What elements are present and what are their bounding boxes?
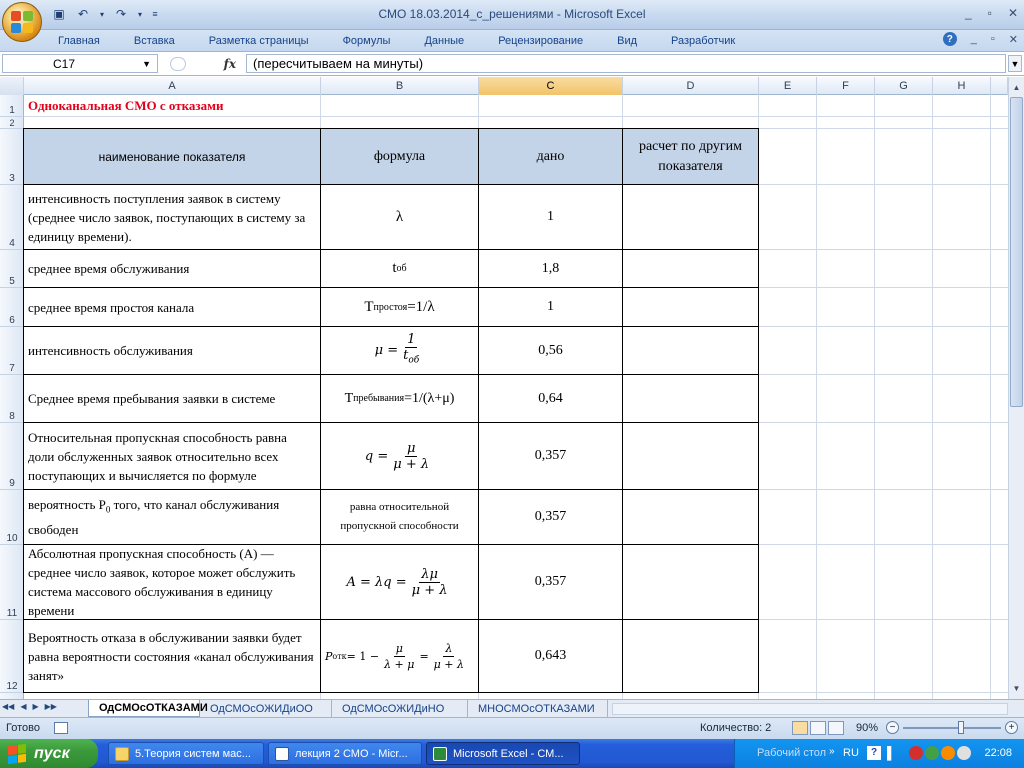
empty-rows-lines — [759, 95, 1008, 699]
clock[interactable]: 22:08 — [984, 747, 1012, 759]
tab-page-layout[interactable]: Разметка страницы — [208, 34, 309, 47]
fraction-denominator: λ + μ — [384, 657, 415, 671]
column-header[interactable]: D — [623, 77, 759, 95]
cell-a10[interactable] — [23, 489, 321, 545]
cell-d11[interactable] — [622, 544, 759, 620]
taskbar-item-word[interactable] — [268, 742, 422, 765]
cell-c4[interactable]: 1 — [478, 184, 623, 250]
macro-record-icon[interactable] — [54, 722, 68, 734]
fraction-numerator: μ — [395, 641, 403, 655]
sheet-tab[interactable]: ОдСМОсОЖИДиНО — [332, 700, 468, 717]
tab-view[interactable]: Вид — [617, 34, 638, 47]
vertical-scrollbar[interactable] — [1008, 77, 1024, 699]
cell-b4[interactable]: λ — [320, 184, 479, 250]
chevron-icon[interactable]: » — [829, 746, 835, 757]
next-sheet-icon[interactable]: ▶ — [32, 702, 39, 711]
excel-icon — [433, 747, 447, 761]
cell-b6[interactable] — [320, 287, 479, 327]
expand-formula-bar-icon[interactable]: ▼ — [1008, 55, 1022, 72]
restore-button[interactable]: ▫ — [987, 6, 992, 20]
row-header[interactable]: 2 — [0, 117, 24, 129]
formula-sub: простоя — [373, 301, 408, 313]
formula-bar-grip-icon — [170, 57, 186, 71]
fraction-numerator: λ — [445, 641, 453, 655]
sheet-tab[interactable]: МНОСМОсОТКАЗАМИ — [468, 700, 608, 717]
volume-icon[interactable] — [957, 746, 971, 760]
column-header[interactable]: H — [933, 77, 991, 95]
horizontal-scrollbar[interactable] — [612, 703, 1008, 715]
cell-b8[interactable] — [320, 374, 479, 423]
header-cell-indicator[interactable]: наименование показателя — [23, 128, 321, 185]
formula-mid: = 1 − — [346, 649, 380, 663]
cell-c11[interactable]: 0,357 — [478, 544, 623, 620]
help-icon[interactable]: ? — [943, 32, 957, 46]
desktop-toolbar[interactable]: Рабочий стол — [757, 747, 827, 759]
system-tray — [734, 739, 1024, 768]
header-cell-other-calc[interactable]: расчет по другим показателя — [622, 128, 759, 185]
task-label: лекция 2 СМО - Micr... — [295, 747, 408, 760]
cell[interactable] — [321, 95, 479, 117]
formula-t: t — [392, 260, 397, 276]
formula-sub: отк — [332, 651, 347, 661]
cell-d10[interactable] — [622, 489, 759, 545]
cell-d5[interactable] — [622, 249, 759, 288]
name-box-value: C17 — [53, 56, 76, 71]
cell-c6[interactable]: 1 — [478, 287, 623, 327]
last-sheet-icon[interactable]: ▶▶ — [44, 702, 57, 711]
fraction-numerator: λμ — [421, 566, 438, 582]
row-header[interactable]: 5 — [0, 250, 24, 288]
zoom-in-icon[interactable]: + — [1005, 721, 1018, 734]
language-indicator[interactable]: RU — [843, 747, 859, 759]
formula-T: T — [344, 390, 354, 406]
column-header[interactable]: A — [24, 77, 321, 95]
formula-lhs: μ = — [374, 343, 399, 358]
cell-a6[interactable]: среднее время простоя канала — [23, 287, 321, 327]
zoom-slider[interactable] — [886, 721, 1018, 734]
taskbar-item-folder[interactable] — [108, 742, 264, 765]
cell-d12[interactable] — [622, 619, 759, 693]
cell-a9[interactable]: Относительная пропускная способность равна доли обслуженных заявок относительно всех поступающих и вычисляется по формуле — [23, 422, 321, 490]
cell-a4[interactable]: интенсивность поступления заявок в систему (среднее число заявок, поступающих в систему за единицу времени). — [23, 184, 321, 250]
header-cell-given[interactable]: дано — [478, 128, 623, 185]
start-button[interactable] — [0, 739, 98, 768]
name-box[interactable] — [2, 54, 158, 73]
row-header[interactable]: 10 — [0, 490, 24, 545]
fraction-denominator: μ + λ — [411, 582, 448, 598]
fraction-denominator: μ + λ — [433, 657, 464, 671]
fraction-numerator: μ — [406, 440, 416, 456]
window-title: СМО 18.03.2014_с_решениями - Microsoft Excel — [378, 7, 646, 21]
windows-logo-icon — [8, 743, 26, 764]
sheet-tab[interactable]: ОдСМОсОЖИДиОО — [200, 700, 332, 717]
zoom-track[interactable] — [903, 727, 1001, 729]
page-break-view-icon[interactable] — [828, 721, 844, 735]
column-header[interactable]: F — [817, 77, 875, 95]
row-header[interactable]: 1 — [0, 95, 24, 117]
row-header[interactable]: 8 — [0, 375, 24, 423]
chevron-down-icon[interactable]: ▼ — [142, 58, 151, 69]
fraction-denominator: μ + λ — [393, 456, 430, 472]
doc-close-button[interactable]: ✕ — [1008, 33, 1018, 46]
start-label: пуск — [34, 744, 70, 762]
taskbar-item-excel[interactable] — [426, 742, 580, 765]
minimize-button[interactable]: _ — [964, 6, 972, 20]
tab-data[interactable]: Данные — [424, 34, 465, 47]
sheet-tabs-bar — [0, 699, 1024, 717]
cell-a10-text: вероятность $P_0$ того, что канал обслуживания свободен — [28, 497, 280, 537]
folder-icon — [115, 747, 129, 761]
cell-b7[interactable] — [320, 326, 479, 375]
tab-formulas[interactable]: Формулы — [342, 34, 391, 47]
tab-review[interactable]: Рецензирование — [498, 34, 584, 47]
redo-dropdown-icon[interactable]: ▾ — [137, 9, 142, 19]
zoom-knob[interactable] — [958, 721, 964, 734]
row-header[interactable]: 11 — [0, 545, 24, 620]
customize-toolbar-icon[interactable]: ≡ — [152, 9, 158, 19]
formula-input[interactable]: (пересчитываем на минуты) — [246, 54, 1006, 73]
fraction-numerator: 1 — [407, 332, 416, 348]
cell-b10[interactable]: равна относительной пропускной способности — [320, 489, 479, 545]
close-button[interactable]: ✕ — [1007, 6, 1018, 20]
cell-a11[interactable]: Абсолютная пропускная способность (A) — среднее число заявок, которое может обслужить система массового обслуживания в единицу времени — [23, 544, 321, 620]
task-label: Microsoft Excel - СМ... — [453, 747, 564, 760]
cell-b9[interactable] — [320, 422, 479, 490]
cell-a5[interactable]: среднее время обслуживания — [23, 249, 321, 288]
cell-a1[interactable] — [24, 95, 321, 117]
cell-c5[interactable]: 1,8 — [478, 249, 623, 288]
security-icon[interactable] — [909, 746, 923, 760]
row-header[interactable]: 12 — [0, 620, 24, 693]
column-header[interactable]: B — [321, 77, 479, 95]
formula-lhs: q = — [364, 448, 389, 464]
normal-view-icon[interactable] — [792, 721, 808, 735]
formula-sub: об — [396, 263, 407, 274]
task-label: 5.Теория систем мас... — [135, 747, 251, 760]
formula-fraction — [391, 441, 431, 472]
page-layout-view-icon[interactable] — [810, 721, 826, 735]
row-header[interactable]: 4 — [0, 185, 24, 250]
cell-c12[interactable]: 0,643 — [478, 619, 623, 693]
cell[interactable] — [623, 95, 759, 117]
cell-c9[interactable]: 0,357 — [478, 422, 623, 490]
ribbon-tabs — [0, 30, 1024, 52]
formula-fraction — [401, 332, 421, 369]
row-header[interactable]: 7 — [0, 327, 24, 375]
column-header-selected[interactable]: C — [479, 77, 623, 95]
zoom-level[interactable]: 90% — [856, 722, 879, 734]
cell-c10[interactable]: 0,357 — [478, 489, 623, 545]
cell-c8[interactable]: 0,64 — [478, 374, 623, 423]
status-bar — [0, 717, 1024, 739]
formula-T: T — [364, 298, 374, 315]
title-bar — [0, 0, 1024, 30]
tab-insert[interactable]: Вставка — [133, 34, 175, 47]
formula-fraction-1 — [382, 641, 416, 672]
row-header[interactable]: 9 — [0, 423, 24, 490]
cell-b12[interactable] — [320, 619, 479, 693]
office-button[interactable] — [2, 2, 42, 42]
scroll-up-icon[interactable]: ▲ — [1012, 82, 1021, 92]
status-ready: Готово — [6, 722, 40, 734]
spreadsheet-grid — [0, 77, 1008, 699]
formula-sub: пребывания — [353, 393, 405, 404]
cell-d8[interactable] — [622, 374, 759, 423]
cell-a7[interactable]: интенсивность обслуживания — [23, 326, 321, 375]
formula-lhs: A = λq = — [346, 574, 407, 590]
redo-icon[interactable]: ↷ — [115, 7, 127, 21]
formula-tail: =1/(λ+μ) — [404, 390, 455, 406]
tab-developer[interactable]: Разработчик — [671, 34, 736, 47]
undo-dropdown-icon[interactable]: ▾ — [99, 9, 104, 19]
scrollbar-thumb[interactable] — [1010, 97, 1023, 407]
row-header[interactable]: 6 — [0, 288, 24, 327]
windows-taskbar — [0, 739, 1024, 768]
scroll-down-icon[interactable]: ▼ — [1012, 683, 1021, 693]
cell-b11[interactable] — [320, 544, 479, 620]
insert-function-icon[interactable]: fx — [223, 56, 236, 71]
formula-eq: = — [419, 649, 429, 663]
doc-restore-button[interactable]: ▫ — [990, 33, 995, 45]
column-header[interactable]: G — [875, 77, 933, 95]
messenger-icon[interactable] — [925, 746, 939, 760]
update-icon[interactable] — [941, 746, 955, 760]
word-icon — [275, 747, 289, 761]
cell[interactable] — [479, 95, 623, 117]
cell-d9[interactable] — [622, 422, 759, 490]
network-icon[interactable]: ▌ — [887, 746, 896, 760]
office-logo-icon — [11, 11, 33, 33]
cell-c7[interactable]: 0,56 — [478, 326, 623, 375]
cell-b5[interactable] — [320, 249, 479, 288]
formula-bar — [0, 52, 1024, 76]
select-all-corner[interactable] — [0, 77, 24, 95]
column-headers — [0, 77, 1008, 95]
cell-d4[interactable] — [622, 184, 759, 250]
formula-fraction — [410, 567, 450, 598]
cell-d6[interactable] — [622, 287, 759, 327]
row-header[interactable]: 3 — [0, 129, 24, 185]
cell-a12[interactable]: Вероятность отказа в обслуживании заявки будет равна вероятности состояния «канал обслуживания занят» — [23, 619, 321, 693]
formula-P: P — [325, 649, 333, 663]
doc-minimize-button[interactable]: _ — [970, 33, 977, 45]
help-tray-icon[interactable]: ? — [867, 746, 881, 760]
cell-a8[interactable]: Среднее время пребывания заявки в системе — [23, 374, 321, 423]
column-header[interactable]: E — [759, 77, 817, 95]
sheet-tab-active[interactable]: ОдСМОсОТКАЗАМИ — [88, 700, 200, 717]
formula-fraction-2 — [432, 641, 466, 672]
save-icon[interactable]: ▣ — [53, 7, 65, 21]
sheet-title: Одноканальная СМО с отказами — [28, 97, 224, 113]
zoom-out-icon[interactable]: − — [886, 721, 899, 734]
status-count: Количество: 2 — [700, 722, 772, 734]
cell-d7[interactable] — [622, 326, 759, 375]
fraction-denominator: $t_{об}$ — [403, 348, 420, 366]
column-header[interactable] — [991, 77, 1008, 95]
header-cell-formula[interactable]: формула — [320, 128, 479, 185]
first-sheet-icon[interactable]: ◀◀ — [2, 702, 15, 711]
formula-tail: =1/λ — [407, 298, 435, 315]
undo-icon[interactable]: ↶ — [77, 7, 89, 21]
tab-home[interactable]: Главная — [58, 34, 100, 47]
prev-sheet-icon[interactable]: ◀ — [20, 702, 27, 711]
